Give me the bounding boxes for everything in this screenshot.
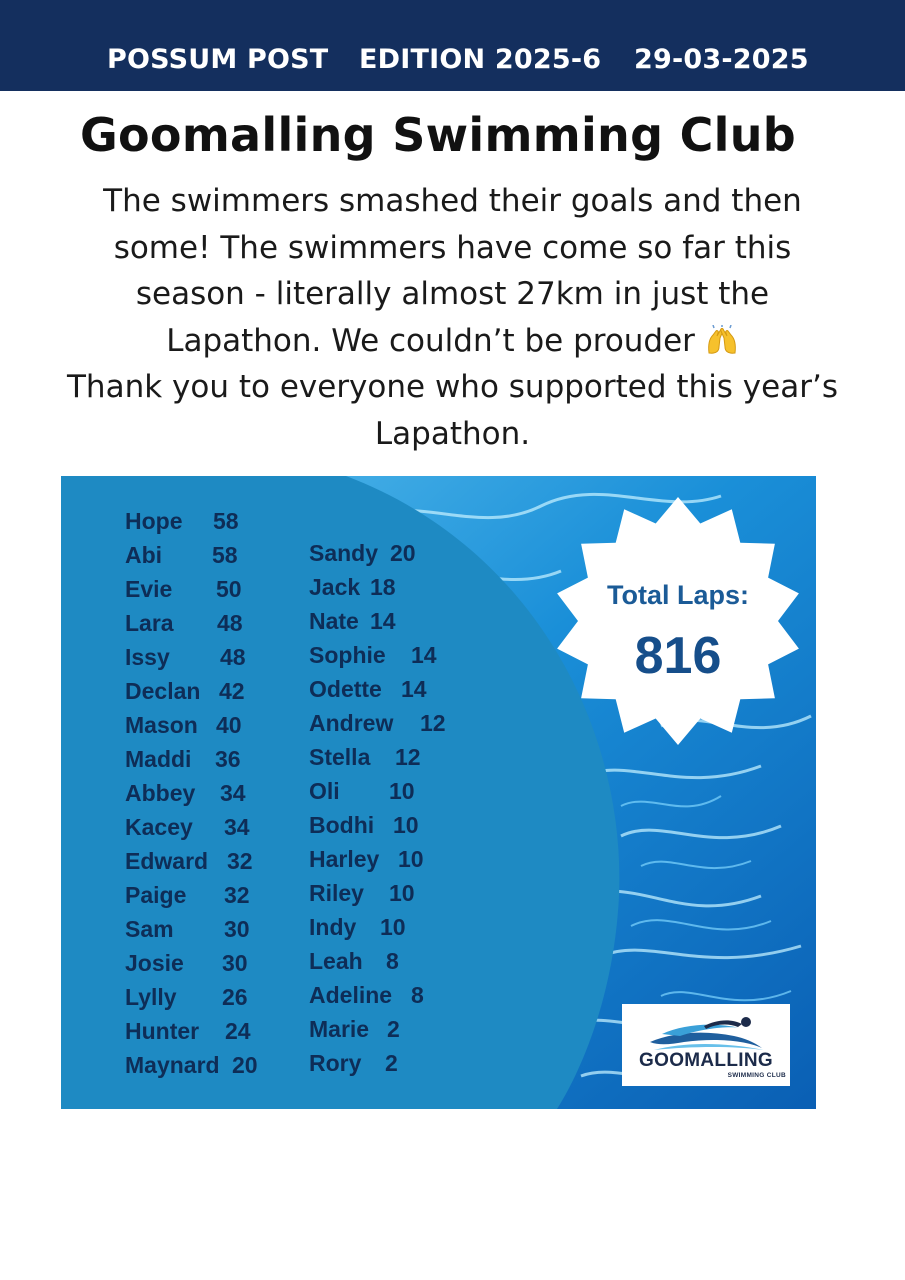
- edition-date: 29-03-2025: [634, 44, 809, 75]
- body-line-2: some! The swimmers have come so far this: [113, 229, 792, 266]
- body-line-6: Lapathon.: [374, 415, 531, 452]
- body-line-3: season - literally almost 27km in just the: [135, 276, 770, 312]
- swimmer-icon: [644, 1012, 768, 1052]
- club-logo-subtitle: SWIMMING CLUB: [727, 1072, 786, 1079]
- edition-label: EDITION 2025-6: [359, 44, 602, 75]
- body-line-1: The swimmers smashed their goals and then: [103, 183, 802, 219]
- article-title: Goomalling Swimming Club: [79, 108, 797, 162]
- body-line-4-wrap: [20, 318, 885, 365]
- body-line-4: Lapathon. We couldn’t be prouder: [166, 322, 695, 359]
- body-line-5: Thank you to everyone who supported this year’s: [67, 369, 838, 405]
- club-logo: [622, 1004, 790, 1086]
- lapathon-poster: Hope 58 Abi 58 Evie 50 Lara 48 Issy 48 Declan 42 Mason 40 Maddi 36 Abbey 34 Kacey 34 Edward 32 Paige 32 Sam 30 Josie 30 Lylly 26 Hunter 24 Maynard 20 Sandy 20 Jack 18 Nate 14 Sophie 14 Odette 14 Andrew 12 Stella 12 Oli 10 Bodhi 10 Harley 10 Riley 10 Indy 10 Leah 8 Adeline 8 Marie 2 Rory 2 Total Laps: 816 GOOMALLING SWIMMING CLUB: [61, 476, 816, 1109]
- club-logo-name: GOOMALLING: [639, 1050, 773, 1071]
- article-body: [20, 178, 885, 457]
- publication-name: POSSUM POST: [107, 44, 329, 75]
- starburst-badge: [553, 496, 803, 746]
- total-laps-label: Total Laps:: [606, 580, 749, 610]
- raising-hands-icon: [705, 325, 739, 355]
- total-laps-value: 816: [634, 627, 722, 685]
